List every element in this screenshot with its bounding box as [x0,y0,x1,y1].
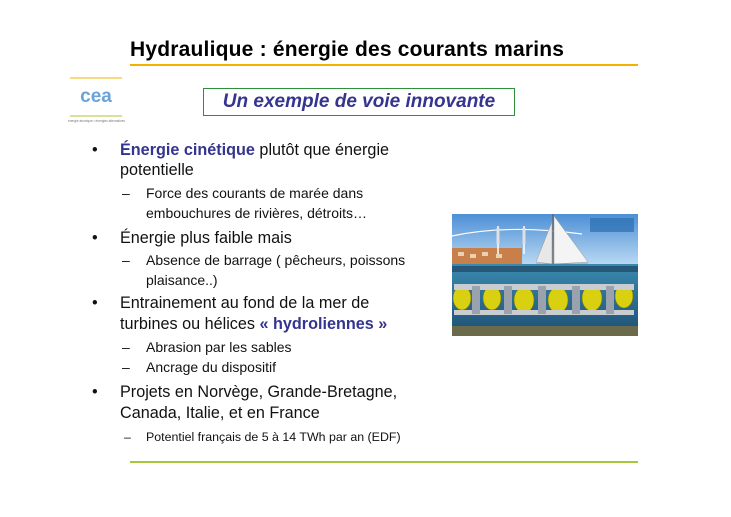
slide-title: Hydraulique : énergie des courants marins [130,38,565,61]
sub-bullet-text: plaisance..) [146,272,218,288]
bullet-text: potentielle [120,161,194,179]
highlight-text: Énergie cinétique [120,141,255,159]
svg-text:cea: cea [80,86,112,107]
cea-logo [68,76,124,120]
highlight-text: « hydroliennes » [259,315,388,333]
bullet-text: Énergie plus faible mais [120,229,292,247]
bullet-symbol: • [92,294,98,312]
sub-bullet-text: embouchures de rivières, détroits… [146,205,367,221]
dash-symbol: – [124,430,131,444]
title-underline [130,64,638,66]
sub-bullet-text: Abrasion par les sables [146,339,292,355]
logo-tagline: énergie atomique • énergies alternatives [68,119,125,123]
dash-symbol: – [122,252,130,268]
bullet-symbol: • [92,383,98,401]
sub-bullet-text: Absence de barrage ( pêcheurs, poissons [146,252,406,268]
bullet-text: turbines ou hélices [120,315,260,333]
bullet-symbol: • [92,229,98,247]
bullet-text: Canada, Italie, et en France [120,404,320,422]
dash-symbol: – [122,359,130,375]
sub-bullet-text: Ancrage du dispositif [146,359,276,375]
sub-bullet-text: Force des courants de marée dans [146,185,364,201]
subtitle-box: Un exemple de voie innovante [203,88,515,116]
tidal-turbine-illustration [452,214,638,336]
bullet-text: Entrainement au fond de la mer de [120,294,370,312]
bullet-text: plutôt que énergie [254,141,390,159]
sub-bullet-text: Potentiel français de 5 à 14 TWh par an (EDF) [146,430,401,444]
bullet-text: Projets en Norvège, Grande-Bretagne, [120,383,398,401]
dash-symbol: – [122,339,130,355]
bullet-symbol: • [92,141,98,159]
bottom-rule [130,461,638,463]
dash-symbol: – [122,185,130,201]
